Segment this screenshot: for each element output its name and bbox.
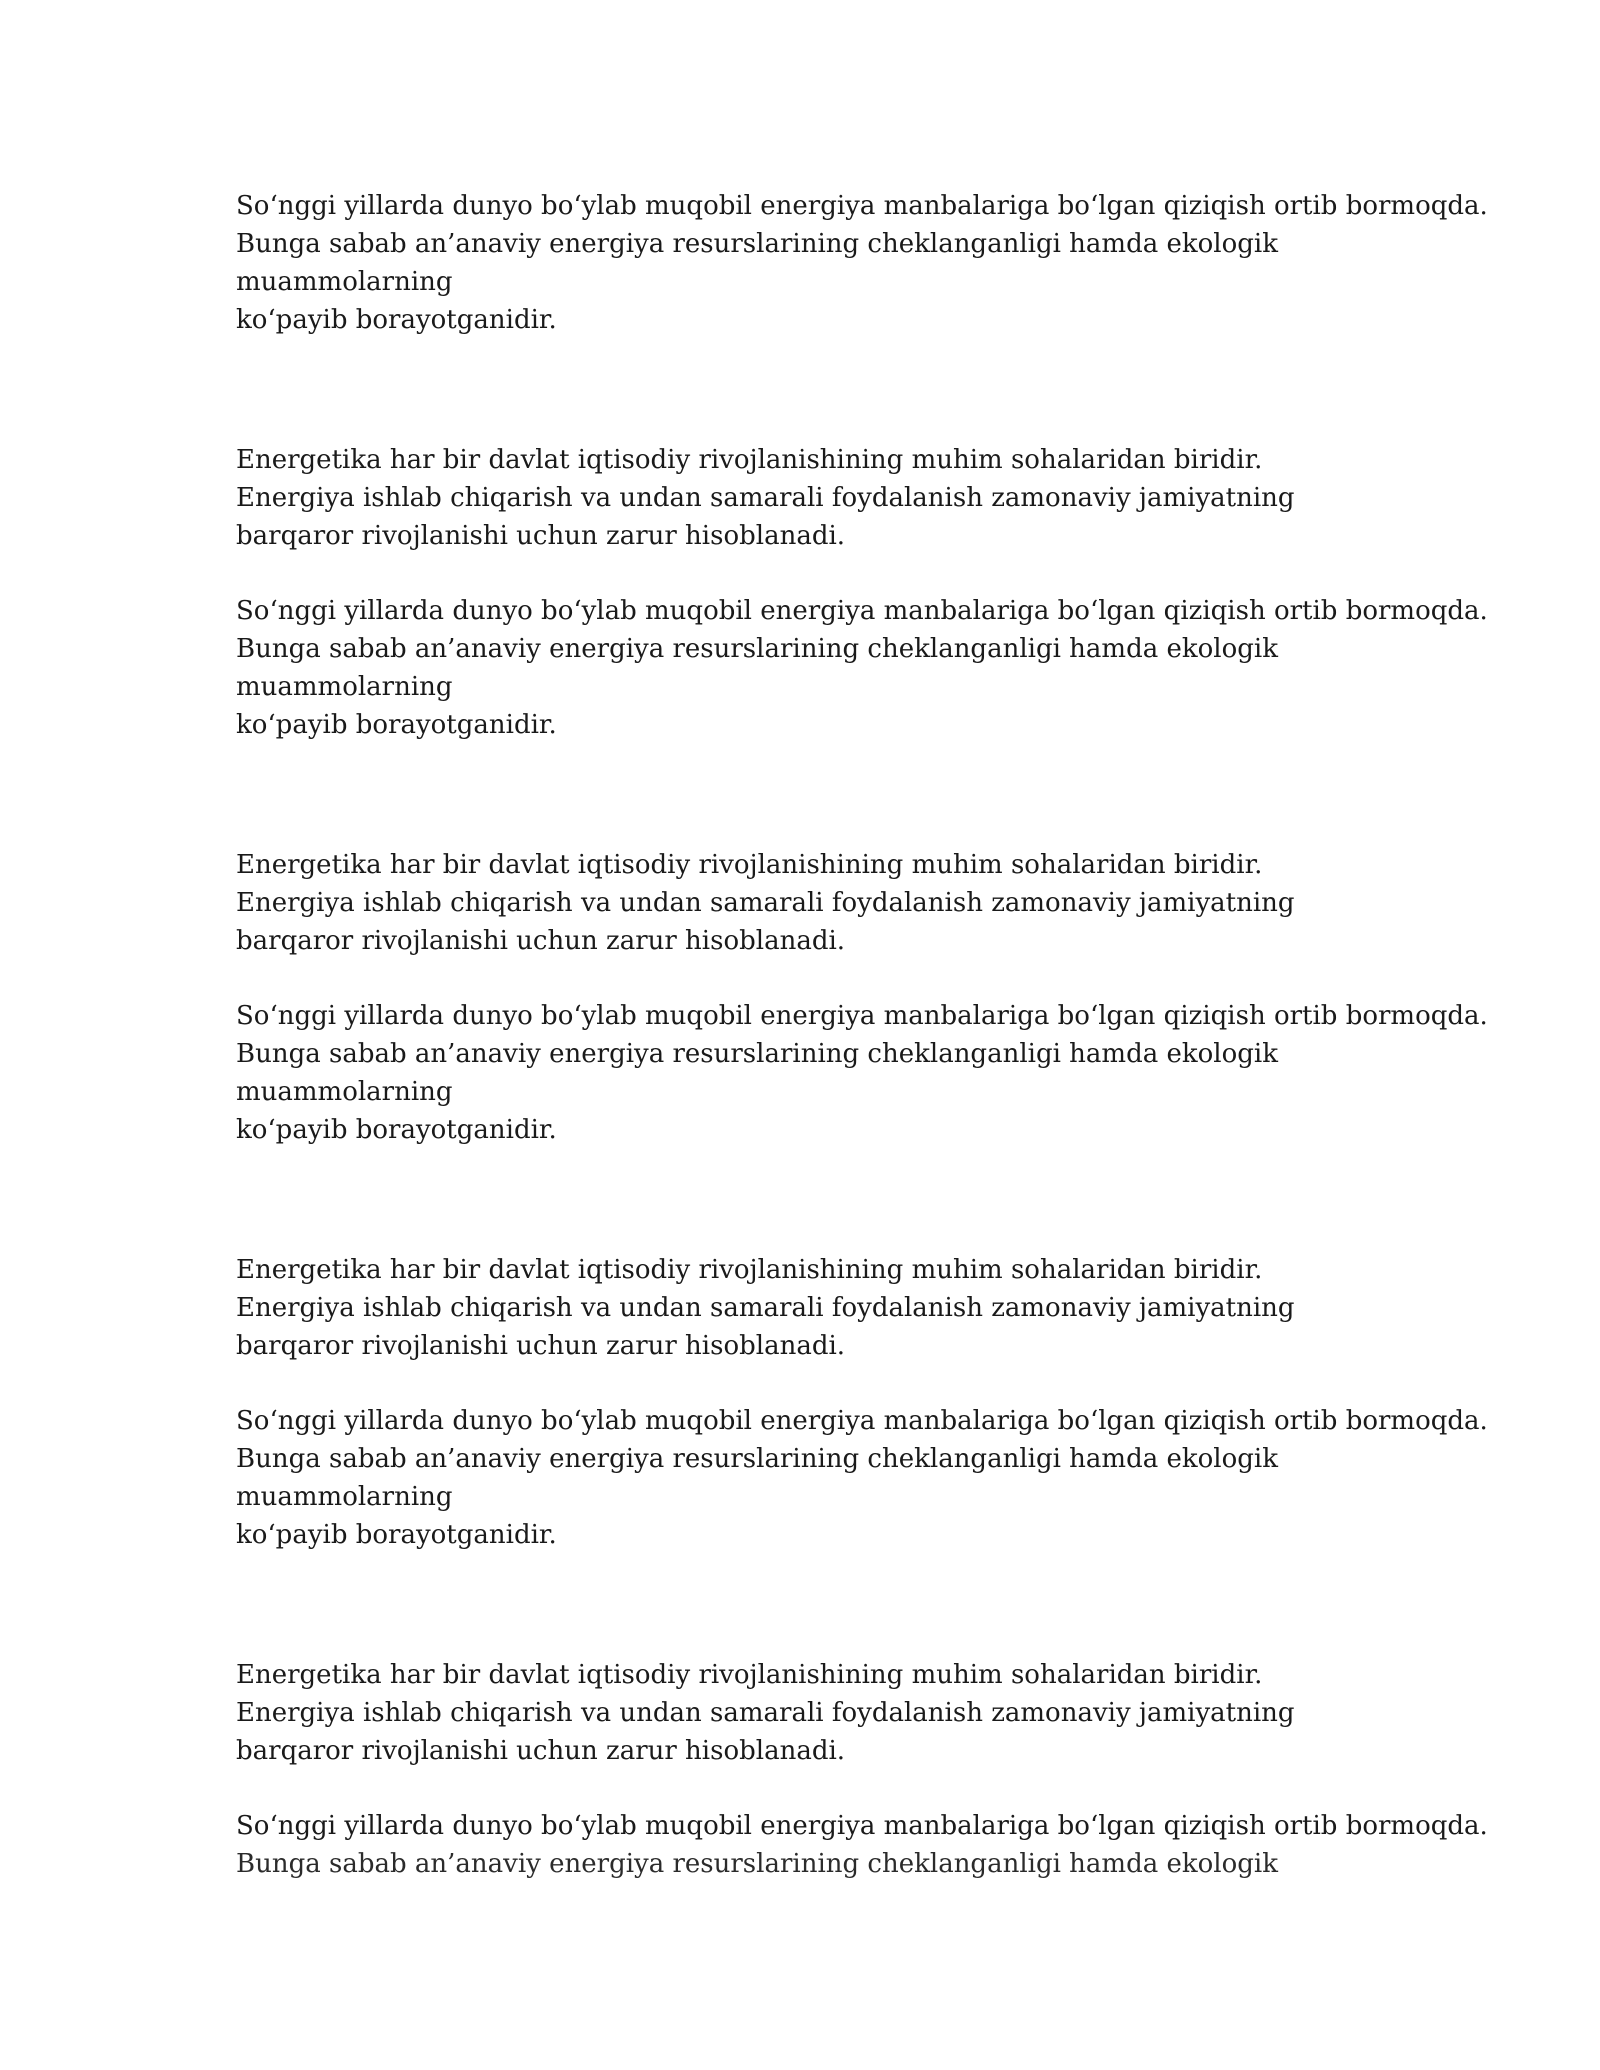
paragraph-energetika: [236, 441, 1476, 555]
text-line: Energiya ishlab chiqarish va undan samarali foydalanish zamonaviy jamiyatning: [236, 1293, 1295, 1323]
text-line: Energetika har bir davlat iqtisodiy rivojlanishining muhim sohalaridan biridir.: [236, 1255, 1263, 1285]
text-line: muammolarning: [236, 267, 453, 297]
text-line: barqaror rivojlanishi uchun zarur hisoblanadi.: [236, 926, 846, 956]
paragraph-muqobil-energiya: [236, 1807, 1488, 1883]
text-line: Energiya ishlab chiqarish va undan samarali foydalanish zamonaviy jamiyatning: [236, 1698, 1295, 1728]
text-line: So‘nggi yillarda dunyo bo‘ylab muqobil energiya manbalariga bo‘lgan qiziqish ortib bormoqda.: [236, 1811, 1488, 1841]
text-line: barqaror rivojlanishi uchun zarur hisoblanadi.: [236, 1736, 846, 1766]
text-line: Energetika har bir davlat iqtisodiy rivojlanishining muhim sohalaridan biridir.: [236, 1660, 1263, 1690]
text-line: So‘nggi yillarda dunyo bo‘ylab muqobil energiya manbalariga bo‘lgan qiziqish ortib bormoqda.: [236, 1406, 1488, 1436]
text-line: So‘nggi yillarda dunyo bo‘ylab muqobil energiya manbalariga bo‘lgan qiziqish ortib bormoqda.: [236, 191, 1488, 221]
paragraph-muqobil-energiya: [236, 997, 1488, 1149]
text-line: Energetika har bir davlat iqtisodiy rivojlanishining muhim sohalaridan biridir.: [236, 445, 1263, 475]
text-line: barqaror rivojlanishi uchun zarur hisoblanadi.: [236, 521, 846, 551]
text-line: Energetika har bir davlat iqtisodiy rivojlanishining muhim sohalaridan biridir.: [236, 850, 1263, 880]
text-line: Bunga sabab an’anaviy energiya resurslarining cheklanganligi hamda ekologik: [236, 1039, 1278, 1069]
paragraph-muqobil-energiya: [236, 592, 1488, 744]
text-line: muammolarning: [236, 672, 453, 702]
text-line: Energiya ishlab chiqarish va undan samarali foydalanish zamonaviy jamiyatning: [236, 888, 1295, 918]
text-line: ko‘payib borayotganidir.: [236, 1520, 557, 1550]
paragraph-energetika: [236, 1656, 1476, 1770]
text-line: Bunga sabab an’anaviy energiya resurslarining cheklanganligi hamda ekologik: [236, 229, 1278, 259]
text-line: Bunga sabab an’anaviy energiya resurslarining cheklanganligi hamda ekologik: [236, 634, 1278, 664]
text-line: So‘nggi yillarda dunyo bo‘ylab muqobil energiya manbalariga bo‘lgan qiziqish ortib bormoqda.: [236, 1001, 1488, 1031]
text-line: Bunga sabab an’anaviy energiya resurslarining cheklanganligi hamda ekologik: [236, 1444, 1278, 1474]
text-line: Energiya ishlab chiqarish va undan samarali foydalanish zamonaviy jamiyatning: [236, 483, 1295, 513]
text-line: ko‘payib borayotganidir.: [236, 710, 557, 740]
text-line: Bunga sabab an’anaviy energiya resurslarining cheklanganligi hamda ekologik: [236, 1849, 1278, 1879]
text-line: muammolarning: [236, 1077, 453, 1107]
paragraph-energetika: [236, 1251, 1476, 1365]
text-line: ko‘payib borayotganidir.: [236, 305, 557, 335]
paragraph-muqobil-energiya: [236, 1402, 1488, 1554]
text-line: So‘nggi yillarda dunyo bo‘ylab muqobil energiya manbalariga bo‘lgan qiziqish ortib bormoqda.: [236, 596, 1488, 626]
paragraph-muqobil-energiya: [236, 187, 1488, 339]
paragraph-energetika: [236, 846, 1476, 960]
text-line: muammolarning: [236, 1482, 453, 1512]
text-line: ko‘payib borayotganidir.: [236, 1115, 557, 1145]
text-line: barqaror rivojlanishi uchun zarur hisoblanadi.: [236, 1331, 846, 1361]
